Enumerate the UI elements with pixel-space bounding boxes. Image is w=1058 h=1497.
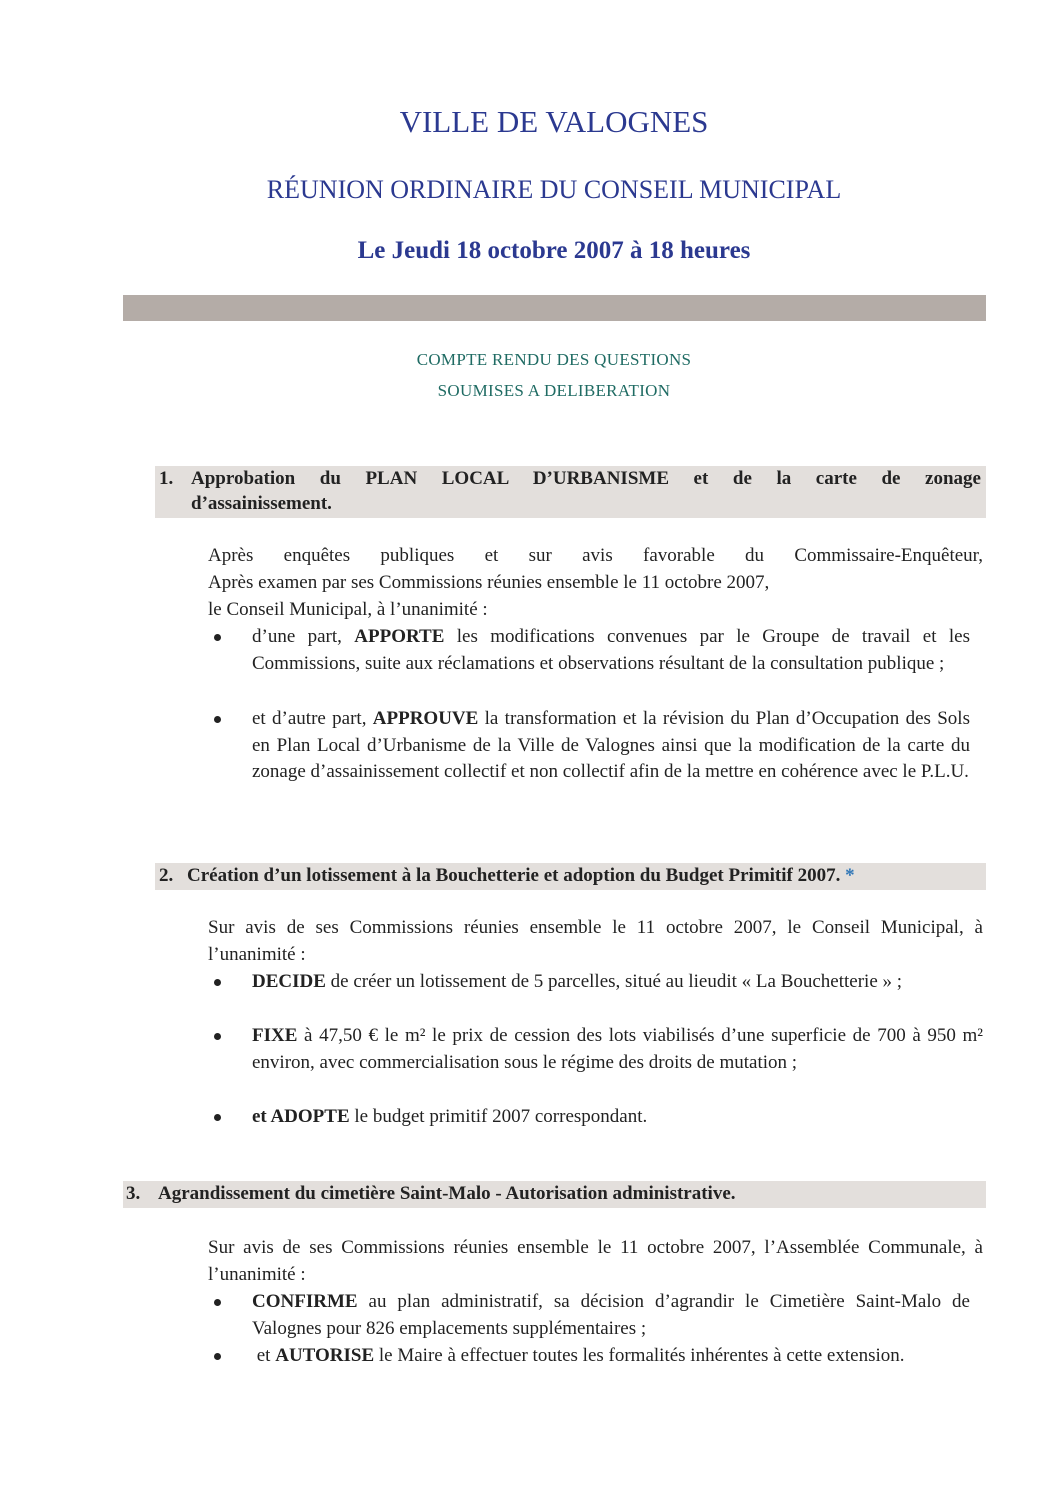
section-title-line1: Approbation du PLAN LOCAL D’URBANISME et de la carte de zonage — [191, 468, 981, 489]
bullet-icon — [212, 1023, 224, 1035]
report-heading-line1: COMPTE RENDU DES QUESTIONS — [416, 350, 692, 369]
section-2-bullet-1: DECIDE de créer un lotissement de 5 parcelles, situé au lieudit « La Bouchetterie » ; — [252, 971, 903, 992]
section-2-heading — [155, 863, 986, 890]
page-title: VILLE DE VALOGNES — [399, 104, 709, 139]
meeting-subtitle: RÉUNION ORDINAIRE DU CONSEIL MUNICIPAL — [266, 175, 842, 204]
bullet-icon — [212, 1104, 224, 1116]
section-number: 2. — [159, 865, 174, 886]
section-3-intro: Sur avis de ses Commissions réunies ensemble le 11 octobre 2007, l’Assemblée Communale, à l’unanimité : — [208, 1237, 983, 1285]
section-3-bullet-2: et AUTORISE le Maire à effectuer toutes les formalités inhérentes à cette extension. — [252, 1345, 905, 1366]
bullet-icon — [212, 624, 224, 636]
section-1-intro-line1: Après enquêtes publiques et sur avis favorable du Commissaire-Enquêteur, — [208, 545, 983, 566]
section-3-bullet-1: CONFIRME au plan administratif, sa décision d’agrandir le Cimetière Saint-Malo de Valognes pour 826 emplacements supplémentaires ; — [252, 1291, 970, 1339]
section-1-intro-line3: le Conseil Municipal, à l’unanimité : — [208, 599, 488, 620]
section-1-intro-line2: Après examen par ses Commissions réunies ensemble le 11 octobre 2007, — [208, 572, 770, 593]
bullet-icon — [212, 706, 224, 718]
section-3-heading — [123, 1181, 986, 1208]
footnote-star: * — [845, 865, 855, 886]
bullet-icon — [212, 1343, 224, 1355]
section-title: Création d’un lotissement à la Bouchetterie et adoption du Budget Primitif 2007. * — [187, 865, 855, 886]
section-2-bullet-3: et ADOPTE le budget primitif 2007 correspondant. — [252, 1106, 648, 1127]
section-1-bullet-2: et d’autre part, APPROUVE la transformation et la révision du Plan d’Occupation des Sols en Plan Local d’Urbanisme de la Ville de Valognes ainsi que la modification de la carte du zonage d’assainissement collectif et non collectif afin de la mettre en cohérence avec le P.L.U. — [252, 708, 970, 782]
section-title: Agrandissement du cimetière Saint-Malo - Autorisation administrative. — [158, 1183, 736, 1204]
meeting-date: Le Jeudi 18 octobre 2007 à 18 heures — [357, 237, 751, 264]
bullet-icon — [212, 969, 224, 981]
section-number: 1. — [159, 468, 174, 489]
header-divider-bar — [123, 295, 986, 321]
section-title-line2: d’assainissement. — [191, 493, 332, 514]
section-2-bullet-2: FIXE à 47,50 € le m² le prix de cession des lots viabilisés d’une superficie de 700 à 950 m² environ, avec commercialisation sous le régime des droits de mutation ; — [252, 1025, 983, 1073]
section-number: 3. — [126, 1183, 141, 1204]
section-1-heading — [155, 466, 986, 518]
report-heading-line2: SOUMISES A DELIBERATION — [437, 381, 671, 400]
bullet-icon — [212, 1289, 224, 1301]
section-2-intro: Sur avis de ses Commissions réunies ensemble le 11 octobre 2007, le Conseil Municipal, à l’unanimité : — [208, 917, 983, 965]
section-1-bullet-1: d’une part, APPORTE les modifications convenues par le Groupe de travail et les Commissions, suite aux réclamations et observations résultant de la consultation publique ; — [252, 626, 970, 674]
